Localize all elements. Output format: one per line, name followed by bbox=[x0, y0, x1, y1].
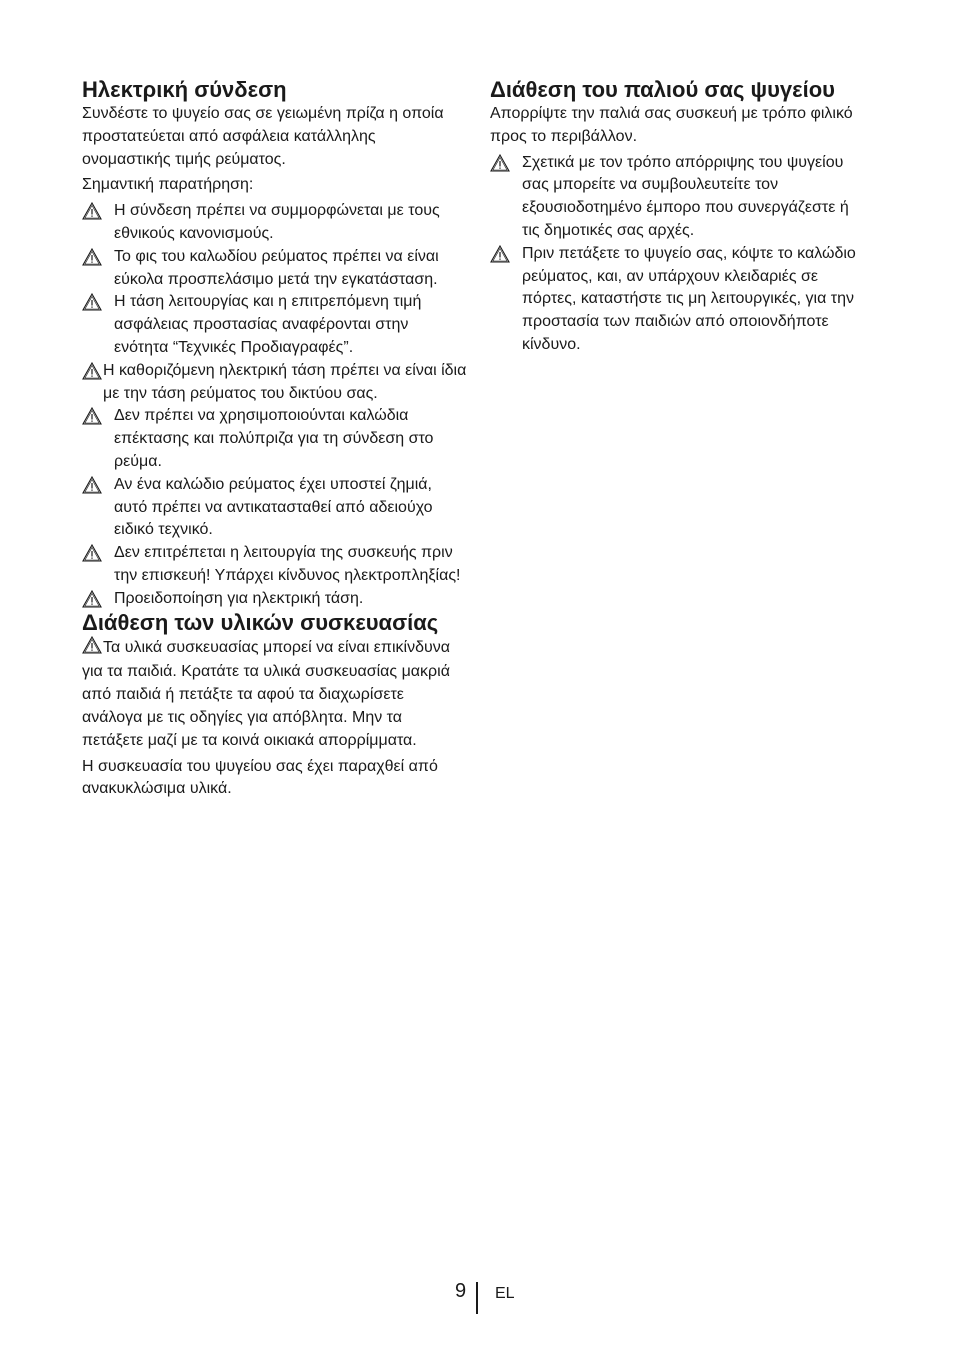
packaging-recycle-text: Η συσκευασία του ψυγείου σας έχει παραχθεί από ανακυκλώσιμα υλικά. bbox=[82, 757, 438, 798]
warning-text: Η τάση λειτουργίας και η επιτρεπόμενη τιμή ασφάλειας προστασίας αναφέρονται στην ενότητα “Τεχνικές Προδιαγραφές”. bbox=[114, 293, 422, 356]
warning-item bbox=[490, 243, 870, 357]
warning-item bbox=[82, 200, 467, 246]
heading-old-fridge-disposal: Διάθεση του παλιού σας ψυγείου bbox=[490, 77, 835, 102]
warning-triangle-icon bbox=[82, 291, 114, 359]
warning-text: Προειδοποίηση για ηλεκτρική τάση. bbox=[114, 589, 364, 607]
warning-item bbox=[82, 542, 467, 588]
left-column bbox=[82, 78, 467, 804]
warning-item bbox=[82, 588, 467, 611]
warning-text: Η σύνδεση πρέπει να συμμορφώνεται με τους εθνικούς κανονισμούς. bbox=[114, 202, 440, 242]
electrical-intro: Συνδέστε το ψυγείο σας σε γειωμένη πρίζα η οποία προστατεύεται από ασφάλεια κατάλληλης ονομαστικής τιμής ρεύματος. bbox=[82, 105, 444, 168]
warning-triangle-icon bbox=[82, 588, 114, 611]
warning-triangle-icon bbox=[82, 636, 102, 662]
warning-triangle-icon bbox=[82, 360, 103, 406]
warning-triangle-icon bbox=[82, 405, 114, 473]
warning-triangle-icon bbox=[82, 246, 114, 292]
heading-packaging-disposal: Διάθεση των υλικών συσκευασίας bbox=[82, 609, 439, 635]
page-number: 9 bbox=[455, 1280, 467, 1302]
warning-triangle-icon bbox=[490, 243, 522, 357]
warning-item bbox=[490, 152, 870, 243]
right-column bbox=[490, 78, 870, 357]
warning-text: Η καθοριζόμενη ηλεκτρική τάση πρέπει να είναι ίδια με την τάση ρεύματος του δικτύου σας. bbox=[103, 361, 467, 402]
important-note-label: Σημαντική παρατήρηση: bbox=[82, 176, 254, 194]
warning-item bbox=[82, 405, 467, 473]
warning-item bbox=[82, 246, 467, 292]
warning-triangle-icon bbox=[82, 542, 114, 588]
warning-triangle-icon bbox=[490, 152, 522, 243]
warning-text: Αν ένα καλώδιο ρεύματος έχει υποστεί ζημιά, αυτό πρέπει να αντικατασταθεί από αδειούχο ειδικό τεχνικό. bbox=[114, 475, 433, 539]
warning-triangle-icon bbox=[82, 200, 114, 246]
warning-triangle-icon bbox=[82, 474, 114, 542]
language-code: EL bbox=[495, 1285, 515, 1302]
warning-text: Πριν πετάξετε το ψυγείο σας, κόψτε το καλώδιο ρεύματος, και, αν υπάρχουν κλειδαριές σε πόρτες, καταστήστε τις μη λειτουργικές, για την προστασία των παιδιών από οποιονδήποτε κίνδυνο. bbox=[522, 244, 856, 353]
packaging-warning-text: Τα υλικά συσκευασίας μπορεί να είναι επικίνδυνα για τα παιδιά. Κρατάτε τα υλικά συσκευασίας μακριά από παιδιά ή πετάξτε τα αφού τα διαχωρίσετε ανάλογα με τις οδηγίες για απόβλητα. Μην τα πετάξετε μαζί με τα κοινά οικιακά απορρίμματα. bbox=[82, 638, 450, 749]
heading-electrical-connection: Ηλεκτρική σύνδεση bbox=[82, 77, 287, 102]
warning-item bbox=[82, 291, 467, 359]
warning-text: Δεν πρέπει να χρησιμοποιούνται καλώδια επέκτασης και πολύπριζα για τη σύνδεση στο ρεύμα. bbox=[114, 407, 434, 470]
packaging-warning-paragraph bbox=[82, 636, 467, 753]
warning-item bbox=[82, 360, 467, 406]
old-fridge-intro: Απορρίψτε την παλιά σας συσκευή με τρόπο φιλικό προς το περιβάλλον. bbox=[490, 105, 853, 145]
warning-text: Σχετικά με τον τρόπο απόρριψης του ψυγείου σας μπορείτε να συμβουλευτείτε τον εξουσιοδοτημένο έμπορο που συνεργάζεστε ή τις δημοτικές σας αρχές. bbox=[522, 153, 849, 239]
warning-text: Δεν επιτρέπεται η λειτουργία της συσκευής πριν την επισκευή! Υπάρχει κίνδυνος ηλεκτροπληξίας! bbox=[114, 544, 461, 584]
footer-divider bbox=[476, 1282, 478, 1314]
warning-text: Το φις του καλωδίου ρεύματος πρέπει να είναι εύκολα προσπελάσιμο μετά την εγκατάσταση. bbox=[114, 247, 439, 288]
warning-item bbox=[82, 474, 467, 542]
